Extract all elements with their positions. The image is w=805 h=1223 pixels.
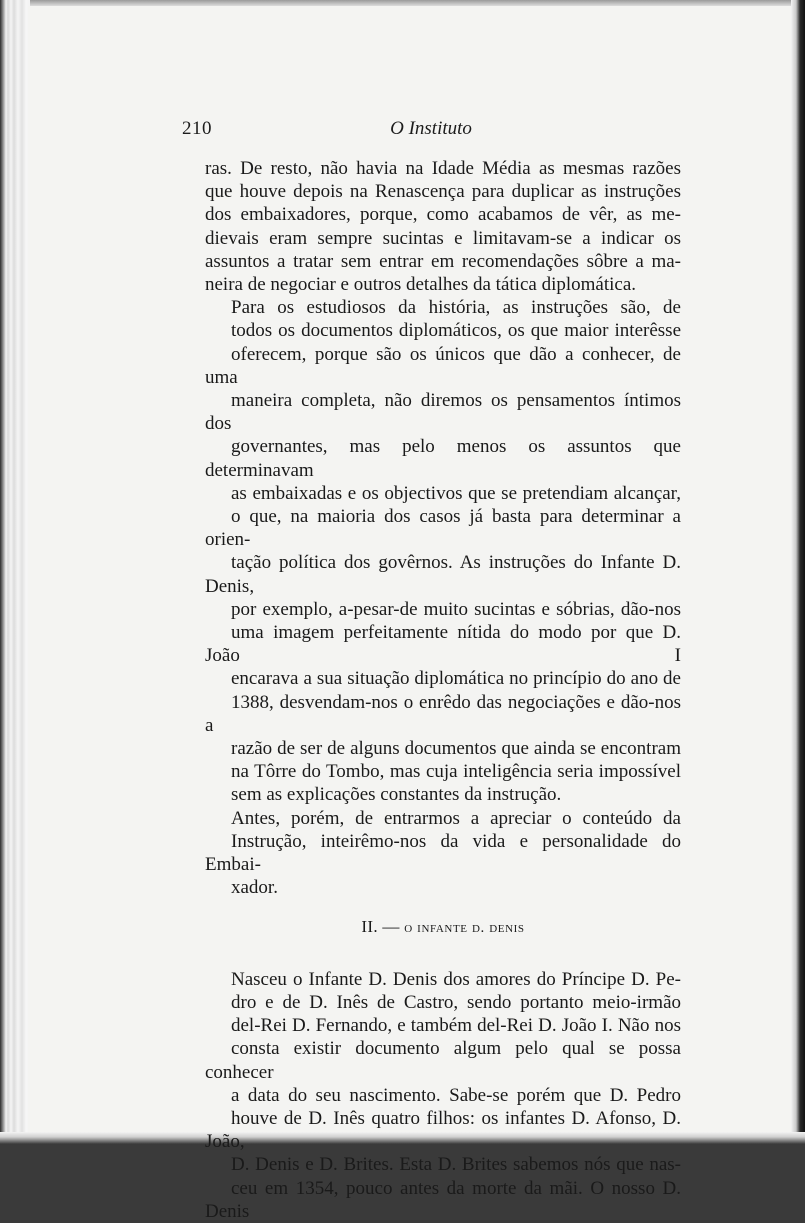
text-line: dos embaixadores, porque, como acabamos de vêr, as me- <box>205 204 681 226</box>
text-line: as embaixadas e os objectivos que se pretendiam alcançar, <box>231 482 681 504</box>
section-heading <box>205 915 681 940</box>
text-line: D. Denis e D. Brites. Esta D. Brites sabemos nós que nas- <box>231 1154 681 1176</box>
page-number: 210 <box>182 118 212 139</box>
text-line: o que, na maioria dos casos já basta para determinar a orien- <box>205 506 681 551</box>
text-line: dievais eram sempre sucintas e limitavam-se a indicar os <box>205 227 681 249</box>
paragraph <box>205 157 681 296</box>
paragraph <box>205 968 681 1223</box>
page-header <box>182 118 680 148</box>
text-before-section <box>205 157 681 900</box>
text-line: assuntos a tratar sem entrar em recomendações sôbre a ma- <box>205 250 681 272</box>
text-line: na Tôrre do Tombo, mas cuja inteligência seria impossível <box>231 761 681 783</box>
text-line: Antes, porém, de entrarmos a apreciar o conteúdo da <box>231 807 681 829</box>
paragraph <box>205 296 681 806</box>
text-line: sem as explicações constantes da instrução. <box>231 784 562 806</box>
text-line: del-Rei D. Fernando, e também del-Rei D. João I. Não nos <box>231 1015 681 1037</box>
text-line: ceu em 1354, pouco antes da morte da mãi. O nosso D. Denis <box>205 1177 681 1222</box>
text-line: xador. <box>231 877 278 899</box>
text-line: todos os documentos diplomáticos, os que maior interêsse <box>231 320 681 342</box>
text-line: Instrução, inteirêmo-nos da vida e personalidade do Embai- <box>205 830 681 876</box>
scan-edge-left <box>0 0 30 1144</box>
section-title: o infante d. denis <box>404 919 525 936</box>
text-line: governantes, mas pelo menos os assuntos que determinavam <box>205 436 681 481</box>
text-line: que houve depois na Renascença para duplicar as instruções <box>205 181 681 203</box>
text-after-section <box>205 968 681 1223</box>
scan-edge-right <box>791 0 805 1144</box>
text-line: encarava a sua situação diplomática no princípio do ano de <box>231 668 681 690</box>
text-line: dro e de D. Inês de Castro, sendo portanto meio-irmão <box>231 991 681 1013</box>
text-line: tação política dos govêrnos. As instruções do Infante D. Denis, <box>205 552 681 597</box>
text-line: oferecem, porque são os únicos que dão a conhecer, de uma <box>205 343 681 388</box>
text-line: Para os estudiosos da história, as instruções são, de <box>231 297 681 319</box>
page-body <box>205 157 681 1223</box>
text-line: Nasceu o Infante D. Denis dos amores do Príncipe D. Pe- <box>231 968 681 990</box>
text-line: neira de negociar e outros detalhes da tática diplomática. <box>205 274 637 296</box>
text-line: houve de D. Inês quatro filhos: os infantes D. Afonso, D. João, <box>205 1107 681 1153</box>
paragraph <box>205 807 681 900</box>
text-line: a data do seu nascimento. Sabe-se porém que D. Pedro <box>231 1084 681 1106</box>
text-line: por exemplo, a-pesar-de muito sucintas e sóbrias, dão-nos <box>231 598 681 620</box>
text-line: maneira completa, não diremos os pensamentos íntimos dos <box>205 390 681 435</box>
text-line: uma imagem perfeitamente nítida do modo por que D. João I <box>205 622 681 667</box>
section-numeral: II. — <box>361 916 400 936</box>
running-title: O Instituto <box>390 118 472 139</box>
text-line: ras. De resto, não havia na Idade Média as mesmas razões <box>205 158 681 179</box>
text-line: razão de ser de alguns documentos que ainda se encontram <box>231 738 681 760</box>
text-line: 1388, desvendam-nos o enrêdo das negociações e dão-nos a <box>205 691 681 736</box>
text-line: consta existir documento algum pelo qual se possa conhecer <box>205 1038 681 1083</box>
